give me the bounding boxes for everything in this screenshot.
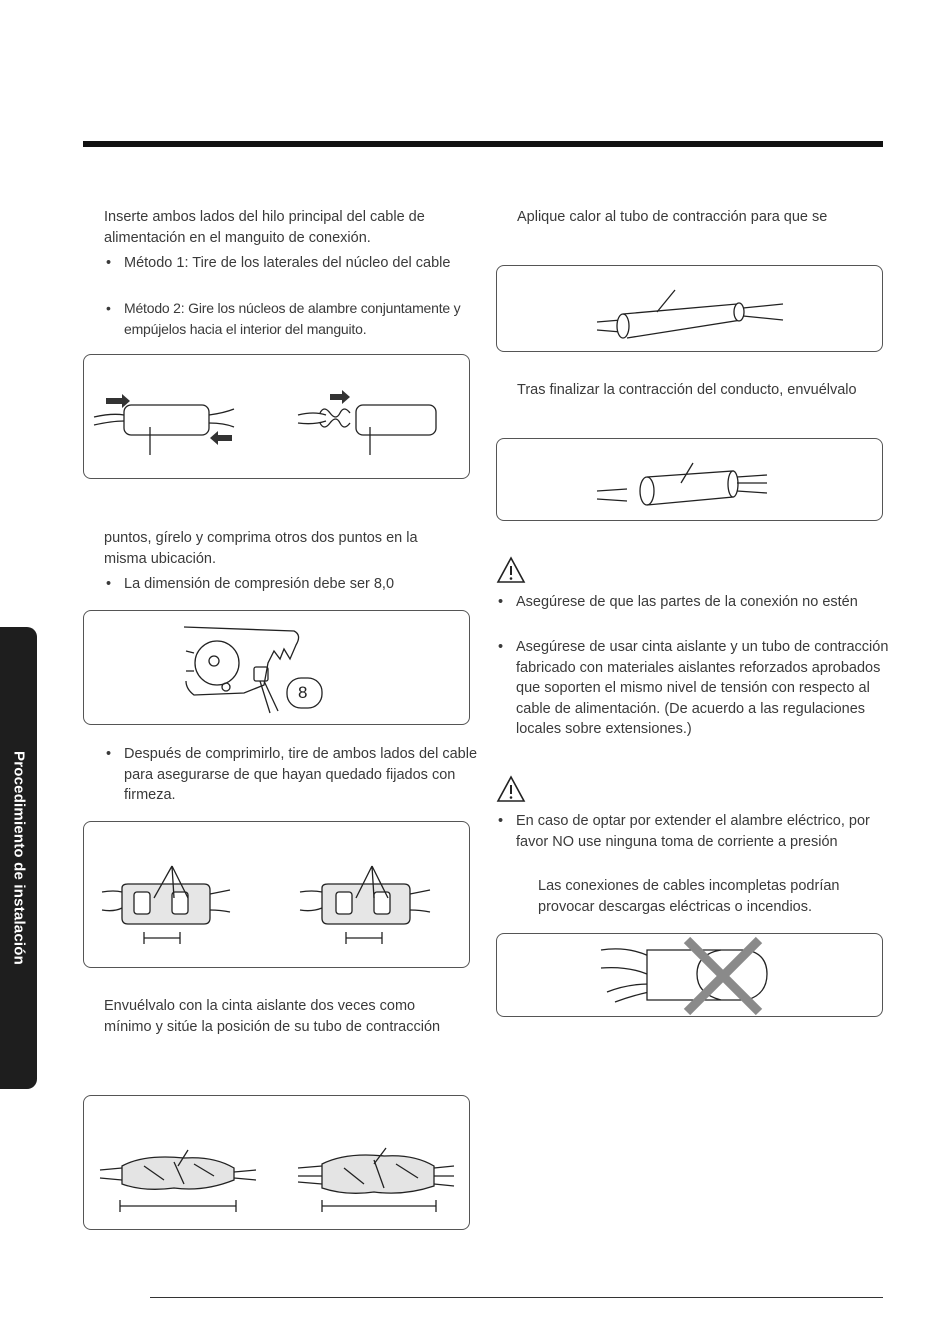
warning2-bullet1: • En caso de optar por extender el alambre eléctrico, por favor NO use ninguna toma de corriente a presión [496,811,906,852]
heat-shrink-figure [496,265,883,352]
crimped-sleeve-figure [83,821,470,968]
side-tab-label: Procedimiento de instalación [10,751,27,965]
crimp-dimension-label: 8 [298,683,308,702]
method1-bullet: • Método 1: Tire de los laterales del núcleo del cable [104,253,494,274]
shrunk-tube-figure [496,438,883,521]
warning2-note: Las conexiones de cables incompletas podrían provocar descargas eléctricas o incendios. [538,878,840,915]
sleeve-insertion-figure [83,354,470,479]
warning-triangle-icon [496,556,526,584]
crimp-tool-figure [83,610,470,725]
warning1-bullet2: • Asegúrese de usar cinta aislante y un tubo de contracción fabricado con materiales aislantes reforzados aprobados que soporten el mismo nivel de tensión con respecto al cable de alimentación. (De acuerdo a las regulaciones locales sobre extensiones.) [496,637,901,740]
compression-dimension-bullet: • La dimensión de compresión debe ser 8,0 [104,574,469,595]
header-rule [83,141,883,147]
footer-rule [150,1297,883,1298]
warning-triangle-icon [496,775,526,803]
step1-text: Inserte ambos lados del hilo principal del cable de alimentación en el manguito de conexión. [104,209,425,246]
step5-text: Tras finalizar la contracción del conducto, envuélvalo [517,382,857,398]
step2-text: puntos, gírelo y comprima otros dos puntos en la misma ubicación. [104,530,418,567]
warning1-bullet1: • Asegúrese de que las partes de la conexión no estén [496,592,901,613]
side-section-tab [0,627,37,1089]
method2-bullet: • Método 2: Gire los núcleos de alambre conjuntamente y empújelos hacia el interior del manguito. [104,298,494,339]
step3-text: Envuélvalo con la cinta aislante dos veces como mínimo y sitúe la posición de su tubo de contracción [104,998,441,1035]
prohibited-connector-figure [496,933,883,1017]
pull-check-bullet: • Después de comprimirlo, tire de ambos lados del cable para asegurarse de que hayan quedado fijados con firmeza. [104,744,484,806]
insulation-tape-figure [83,1095,470,1230]
step4-text: Aplique calor al tubo de contracción para que se [517,209,828,225]
